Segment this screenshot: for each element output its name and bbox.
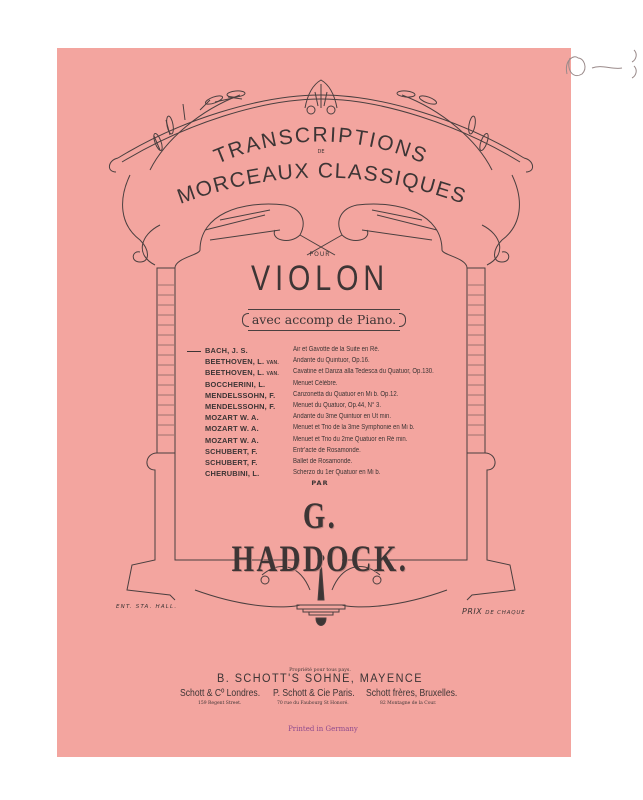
title-line1: TRANSCRIPTIONS — [210, 123, 432, 169]
work-title: Cavatine et Danza alla Tedesca du Quatuor, Op.130. — [293, 368, 434, 376]
branch-london: Schott & Cº Londres. — [180, 688, 261, 699]
title-connector: DE — [317, 149, 325, 155]
list-item — [195, 357, 495, 368]
composer-text: CHERUBINI, L. — [205, 469, 260, 479]
list-item — [195, 346, 495, 357]
composer-text: MOZART W. A. — [205, 435, 259, 445]
work-title: Air et Gavotte de la Suite en Ré. — [293, 346, 380, 353]
instrument-title: VIOLON — [251, 259, 389, 298]
list-item — [195, 413, 495, 424]
list-item — [195, 447, 495, 458]
work-title: Scherzo du 1er Quatuor en Mi b. — [293, 469, 381, 477]
composer-text: BACH, J. S. — [205, 346, 248, 355]
composer-text: BEETHOVEN, L. — [205, 357, 265, 367]
property-note: Propriété pour tous pays. — [289, 668, 351, 673]
work-title: Andante du Quintuor, Op.16. — [293, 357, 370, 365]
work-title: Andante du 3me Quintuor en Ut min. — [293, 413, 392, 421]
composer-name — [205, 424, 259, 433]
composer-text: BEETHOVEN, L. — [205, 368, 265, 378]
branch-london-address: 159 Regent Street. — [198, 701, 242, 706]
composer-suffix: VAN. — [266, 360, 279, 367]
list-item — [195, 391, 495, 402]
composer-text: SCHUBERT, F. — [205, 446, 258, 456]
composer-name — [205, 380, 265, 389]
work-title: Ballet de Rosamonde. — [293, 457, 353, 465]
composer-text: MOZART W. A. — [205, 413, 259, 423]
pour-label: POUR — [309, 251, 331, 258]
registration-note: ENT. STA. HALL. — [116, 604, 178, 610]
composer-name — [205, 346, 248, 355]
composer-name — [205, 436, 259, 445]
list-item — [195, 469, 495, 480]
accompaniment-cartouche: avec accomp de Piano. — [248, 309, 400, 331]
work-title: Menuet et Trio de la 3me Symphonie en Mi b. — [293, 424, 415, 432]
composer-name — [205, 368, 279, 377]
composer-suffix: VAN. — [266, 371, 279, 378]
price-label — [462, 607, 526, 616]
price-suffix: DE CHAQUE — [485, 610, 526, 616]
list-item — [195, 458, 495, 469]
pieces-list — [195, 346, 495, 480]
list-item — [195, 436, 495, 447]
composer-name — [205, 391, 275, 400]
work-title: Menuet et Trio du 2me Quatuor en Ré min. — [293, 435, 408, 443]
composer-text: BOCCHERINI, L. — [205, 379, 266, 389]
list-item — [195, 402, 495, 413]
title-line2: MORCEAUX CLASSIQUES — [174, 159, 470, 209]
svg-text:MORCEAUX CLASSIQUES — [174, 159, 469, 208]
dash-marker — [187, 351, 201, 352]
composer-name — [205, 447, 258, 456]
publisher-name: B. SCHOTT'S SÖHNE, MAYENCE — [217, 673, 423, 685]
printed-in-germany-stamp: Printed in Germany — [288, 725, 358, 733]
composer-name — [205, 413, 259, 422]
list-item — [195, 424, 495, 435]
composer-text: MENDELSSOHN, F. — [205, 401, 276, 411]
composer-name — [205, 402, 275, 411]
composer-text: MENDELSSOHN, F. — [205, 390, 276, 400]
branch-paris: P. Schott & Cie Paris. — [273, 688, 355, 699]
work-title: Menuet Célèbre. — [293, 379, 338, 387]
composer-name — [205, 469, 259, 478]
composer-text: SCHUBERT, F. — [205, 457, 258, 467]
author-name: G. HADDOCK. — [231, 496, 409, 580]
work-title: Entr'acte de Rosamonde. — [293, 446, 361, 454]
branch-paris-address: 70 rue du Faubourg St Honoré. — [277, 701, 349, 706]
work-title: Menuet du Quatuor, Op.44, N° 3. — [293, 401, 382, 409]
price-word: PRIX — [462, 607, 483, 616]
list-item — [195, 380, 495, 391]
composer-name — [205, 458, 258, 467]
list-item — [195, 368, 495, 379]
par-label: PAR — [311, 479, 329, 487]
composer-text: MOZART W. A. — [205, 424, 259, 434]
branch-brussels-address: 82 Montagne de la Cour. — [380, 701, 437, 706]
composer-name — [205, 357, 279, 366]
branch-brussels: Schott frères, Bruxelles. — [366, 688, 458, 699]
work-title: Canzonetta du Quatuor en Mi b. Op.12. — [293, 390, 399, 398]
